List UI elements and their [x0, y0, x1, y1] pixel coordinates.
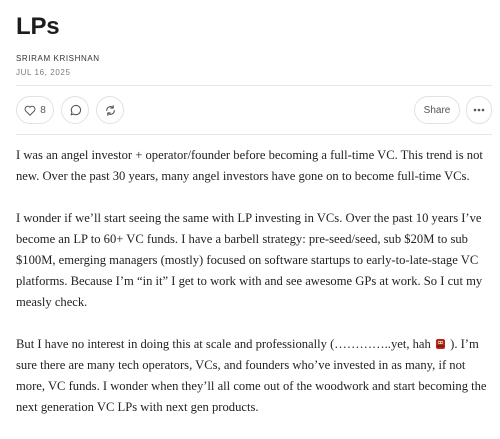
heart-icon [24, 105, 36, 116]
share-button[interactable] [414, 96, 460, 124]
divider-bottom [16, 134, 492, 135]
red-character-emoji-icon [435, 336, 446, 348]
paragraph-text: ). I’m sure there are many tech operators, VCs, and founders who’ve invested in as many, if not more, VC funds. I wonder when they’ll all come out of the woodwork and start becoming the next generation VC LPs with next gen products. [16, 337, 487, 414]
paragraph-text: But I have no interest in doing this at scale and professionally (…………..yet, hah [16, 337, 431, 351]
like-button[interactable] [16, 96, 54, 124]
restack-icon [104, 104, 117, 117]
like-count: 8 [40, 104, 46, 116]
body-paragraph [16, 334, 492, 418]
post-date: JUL 16, 2025 [16, 68, 71, 77]
body-paragraph: I wonder if we’ll start seeing the same with LP investing in VCs. Over the past 10 years I’ve become an LP to 60+ VC funds. I have a barbell strategy: pre-seed/seed, sub $20M to sub $100M, emerging managers (mostly) focused on software startups to early-to-late-stage VC platforms. Because I’m “in it” I get to work with and see awesome GPs at work. So I cut my measly check. [16, 211, 483, 309]
comment-icon [69, 104, 82, 117]
byline [16, 53, 100, 79]
comment-button[interactable] [61, 96, 89, 124]
restack-button[interactable] [96, 96, 124, 124]
body-paragraph: I was an angel investor + operator/founder before becoming a full-time VC. This trend is not new. Over the past 30 years, many angel investors have gone on to become full-time VCs. [16, 148, 483, 183]
share-label: Share [423, 104, 451, 116]
divider-top [16, 85, 492, 86]
post-body [16, 145, 492, 439]
more-options-button[interactable] [466, 96, 492, 124]
more-icon [473, 108, 485, 112]
author-name[interactable]: SRIRAM KRISHNAN [16, 54, 100, 63]
post-title: LPs [16, 13, 60, 40]
